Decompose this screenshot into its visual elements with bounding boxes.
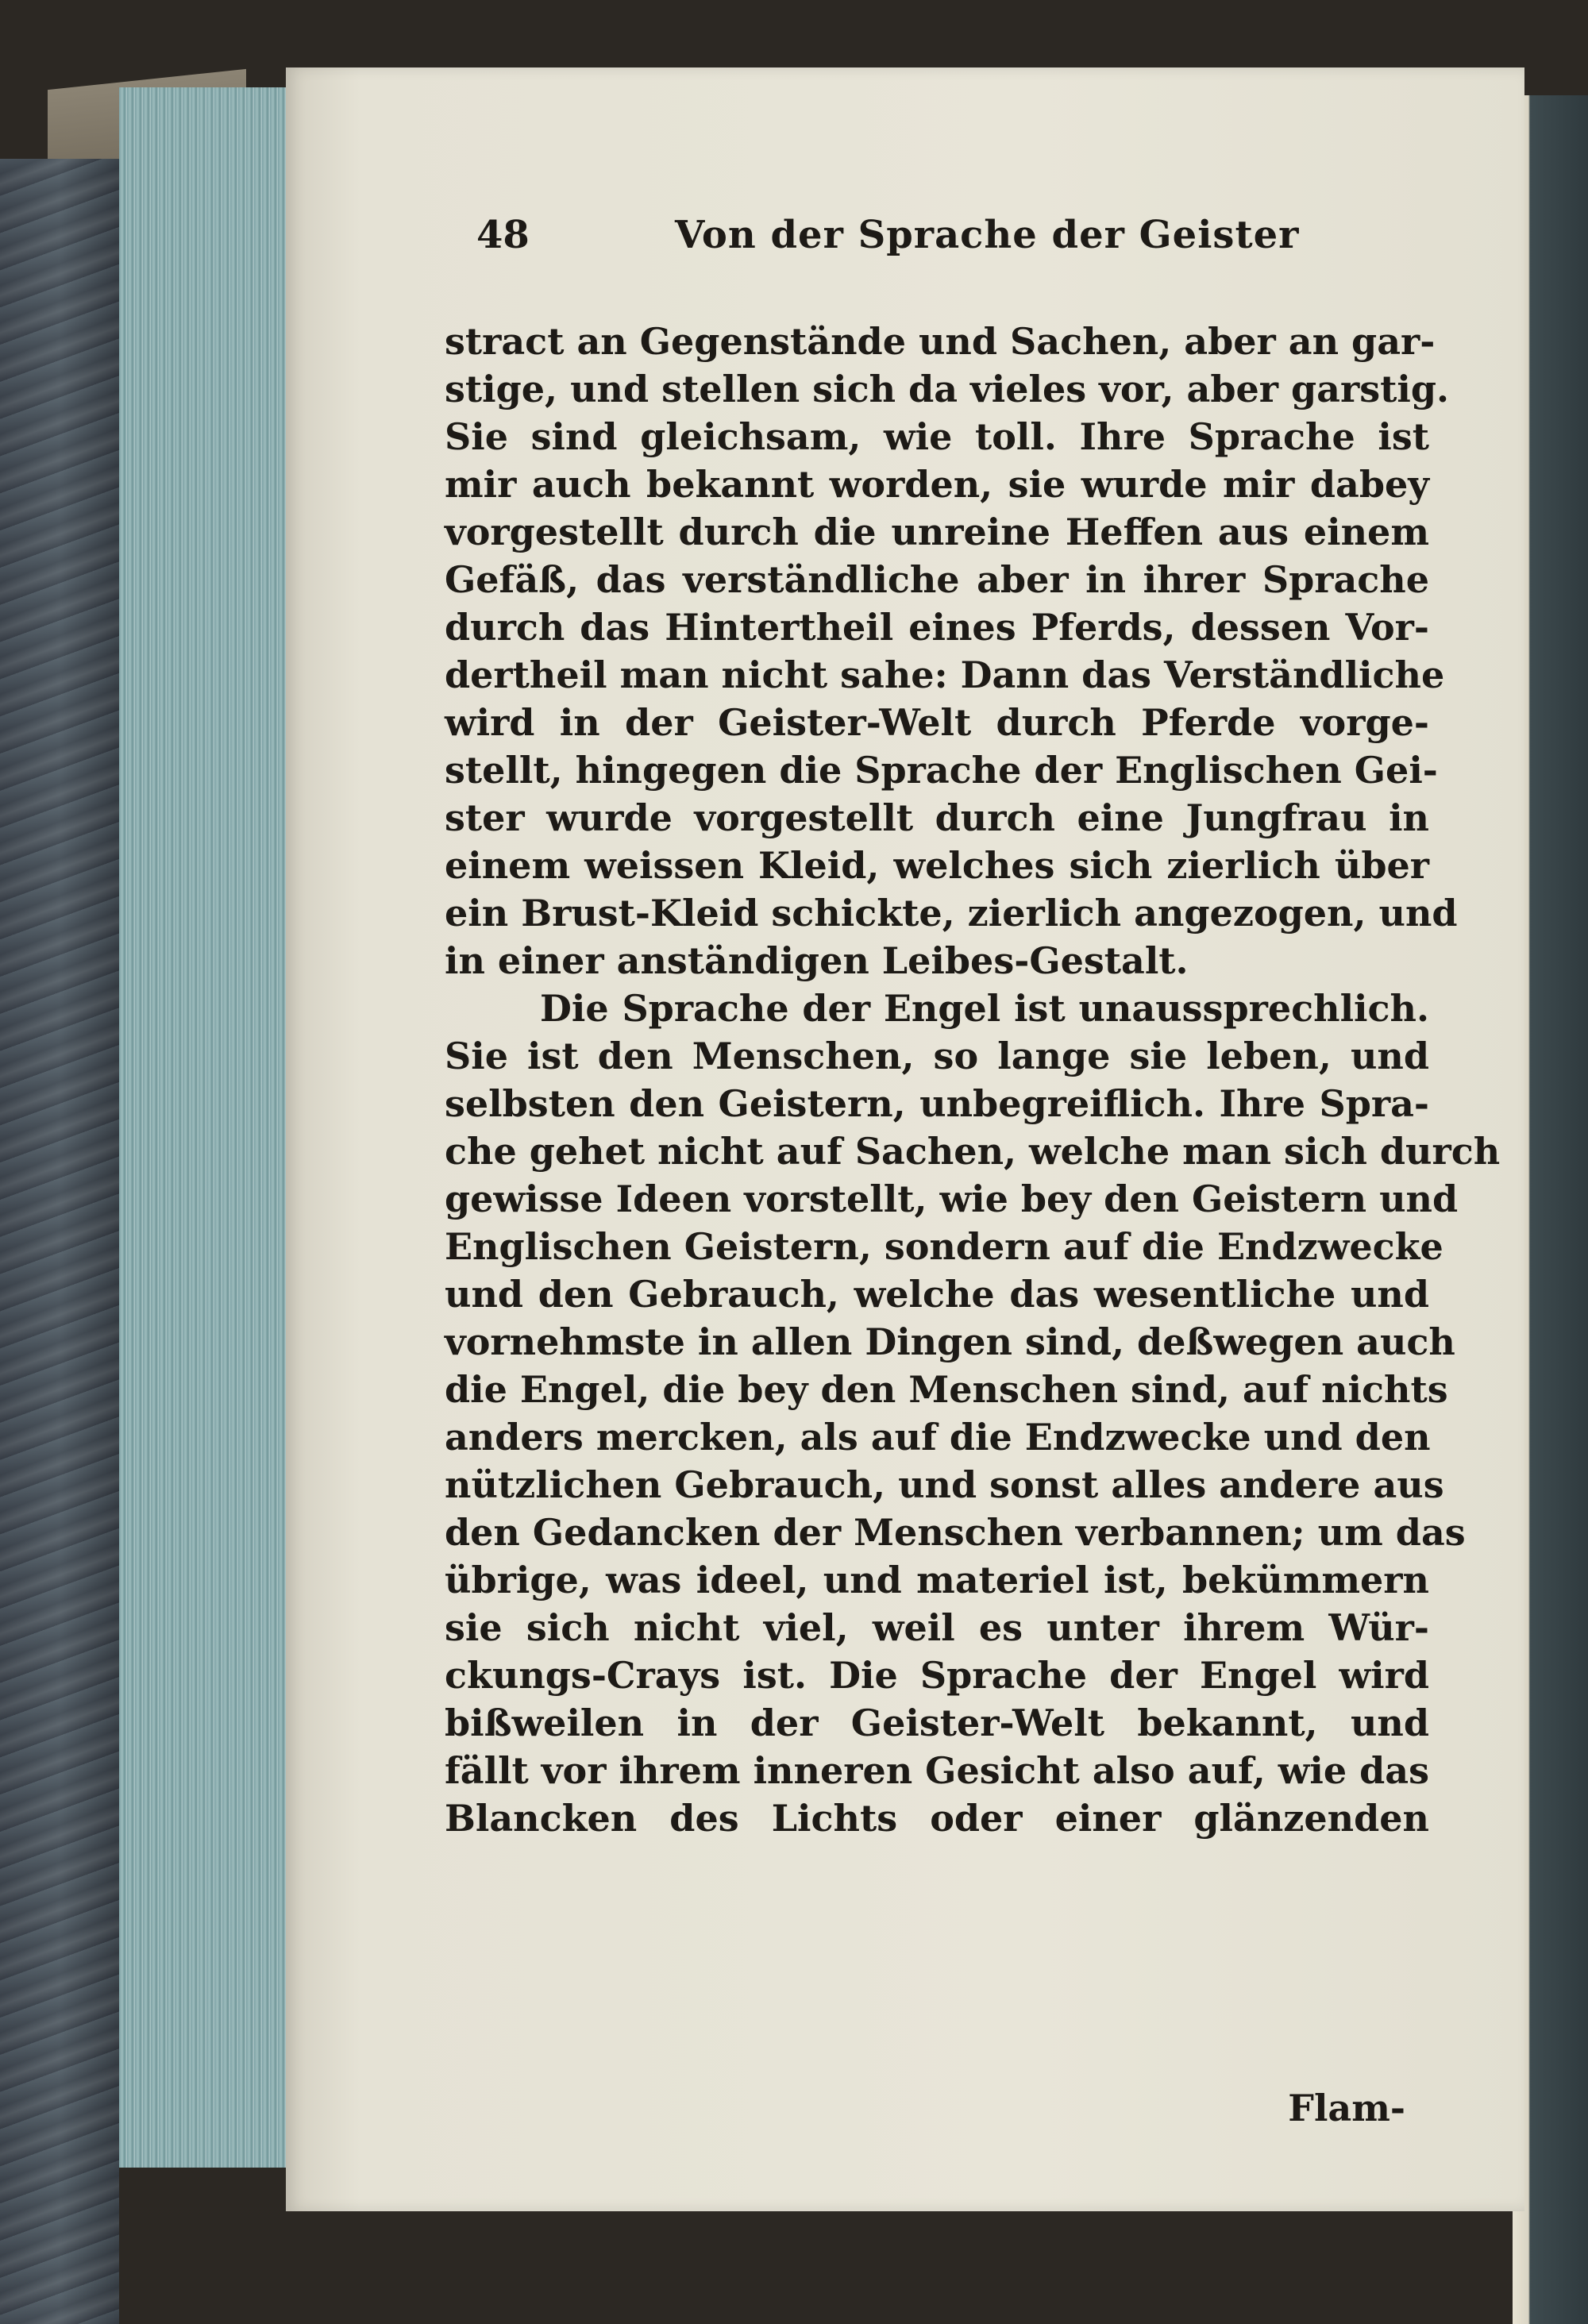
paragraph-1 — [445, 318, 1458, 985]
text-line: stige, und stellen sich da vieles vor, aber garstig. — [445, 368, 1449, 410]
text-line: Die Sprache der Engel ist unaussprechlich. — [540, 987, 1429, 1030]
text-line: nützlichen Gebrauch, und sonst alles andere aus — [445, 1463, 1444, 1506]
text-line: den Gedancken der Menschen verbannen; um das — [445, 1511, 1466, 1554]
body-text — [445, 318, 1501, 1842]
text-line: sie sich nicht viel, weil es unter ihrem Wür- — [445, 1606, 1429, 1649]
text-line: Gefäß, das verständliche aber in ihrer Sprache — [445, 558, 1429, 601]
text-line: anders mercken, als auf die Endzwecke und den — [445, 1416, 1431, 1459]
marbled-cover-board — [0, 159, 119, 2324]
text-line: durch das Hintertheil eines Pferds, dessen Vor- — [445, 606, 1429, 649]
page-edges — [119, 87, 292, 2168]
text-line: ckungs-Crays ist. Die Sprache der Engel wird — [445, 1654, 1429, 1697]
running-title: Von der Sprache der Geister — [675, 213, 1300, 257]
text-line: stellt, hingegen die Sprache der Englischen Gei- — [445, 749, 1438, 792]
text-line: und den Gebrauch, welche das wesentliche und — [445, 1273, 1429, 1316]
text-line: fällt vor ihrem inneren Gesicht also auf, wie das — [445, 1749, 1429, 1792]
paragraph-2 — [445, 985, 1501, 1842]
text-line: ein Brust-Kleid schickte, zierlich angezogen, und — [445, 892, 1458, 935]
text-line: Englischen Geistern, sondern auf die Endzwecke — [445, 1225, 1443, 1268]
text-line: selbsten den Geistern, unbegreiflich. Ihre Spra- — [445, 1082, 1429, 1125]
text-line: die Engel, die bey den Menschen sind, auf nichts — [445, 1368, 1448, 1411]
page-header — [476, 213, 1350, 276]
text-line: übrige, was ideel, und materiel ist, bekümmern — [445, 1559, 1429, 1601]
text-line: stract an Gegenstände und Sachen, aber an gar- — [445, 320, 1436, 363]
text-line: dertheil man nicht sahe: Dann das Verständliche — [445, 653, 1445, 696]
catchword: Flam- — [1288, 2087, 1405, 2129]
text-line: vornehmste in allen Dingen sind, deßwegen auch — [445, 1320, 1455, 1363]
text-line: mir auch bekannt worden, sie wurde mir dabey — [445, 463, 1429, 506]
text-line: Sie ist den Menschen, so lange sie leben, und — [445, 1035, 1429, 1077]
text-line: in einer anständigen Leibes-Gestalt. — [445, 939, 1189, 982]
text-line: einem weissen Kleid, welches sich zierlich über — [445, 844, 1429, 887]
text-line: ster wurde vorgestellt durch eine Jungfrau in — [445, 796, 1429, 839]
text-line: Blancken des Lichts oder einer glänzenden — [445, 1797, 1429, 1840]
text-line: che gehet nicht auf Sachen, welche man sich durch — [445, 1130, 1501, 1173]
text-line: bißweilen in der Geister-Welt bekannt, und — [445, 1702, 1429, 1744]
text-line: vorgestellt durch die unreine Heffen aus einem — [445, 511, 1429, 553]
text-line: Sie sind gleichsam, wie toll. Ihre Sprache ist — [445, 415, 1429, 458]
page-number: 48 — [476, 213, 530, 257]
text-line: wird in der Geister-Welt durch Pferde vorge- — [445, 701, 1429, 744]
text-line: gewisse Ideen vorstellt, wie bey den Geistern und — [445, 1177, 1459, 1220]
